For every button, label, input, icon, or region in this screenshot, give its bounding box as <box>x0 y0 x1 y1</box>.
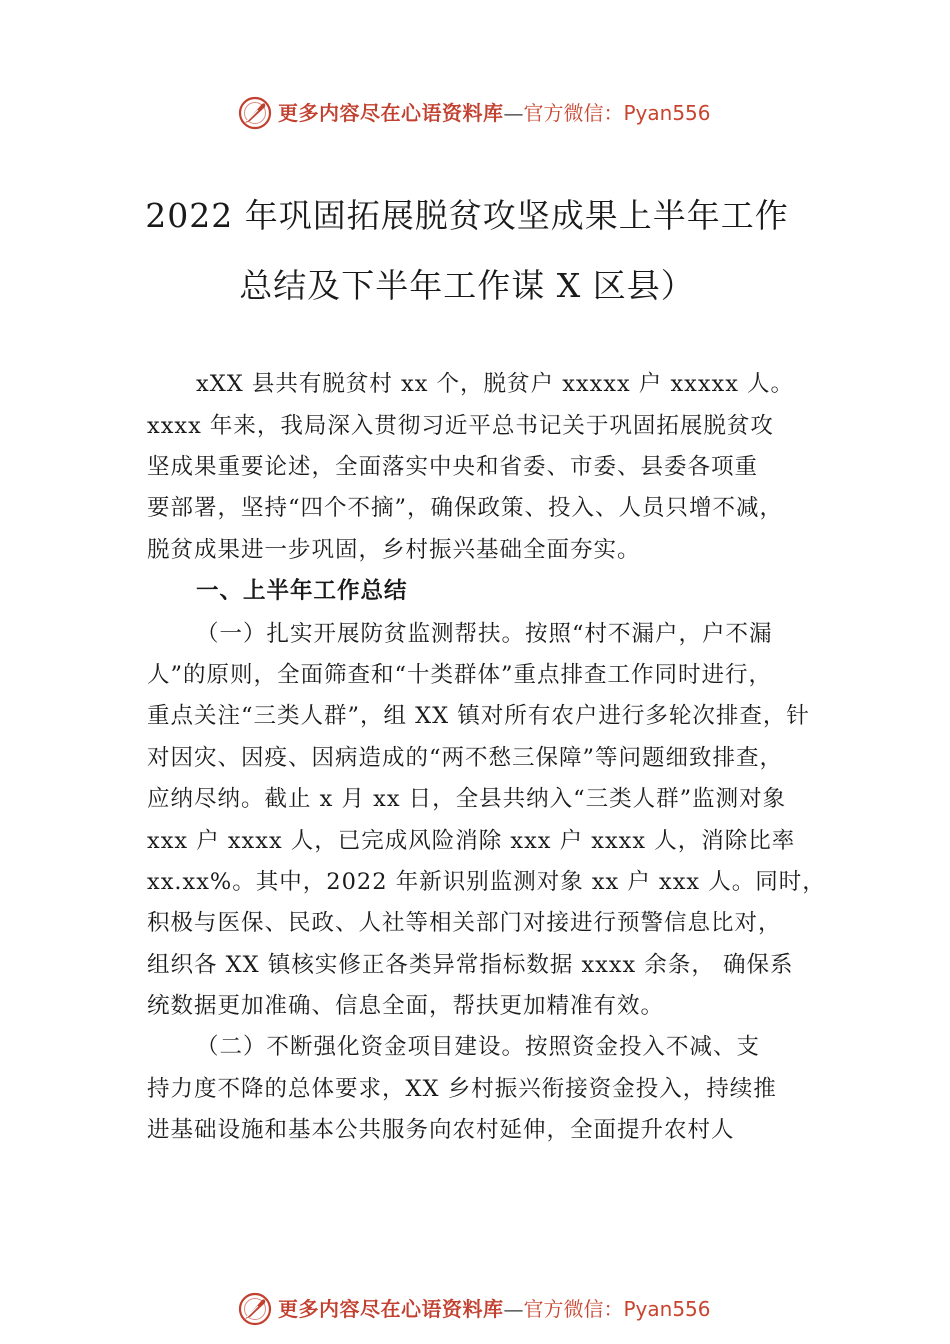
section-heading: 一、上半年工作总结 <box>196 578 408 604</box>
body-line: 组织各 XX 镇核实修正各类异常指标数据 xxxx 余条， 确保系 <box>147 952 794 978</box>
header-banner <box>0 94 950 134</box>
footer-banner <box>0 1290 950 1330</box>
body-line: 坚成果重要论述，全面落实中央和省委、市委、县委各项重 <box>147 454 759 480</box>
body-line: （二）不断强化资金项目建设。按照资金投入不减、支 <box>196 1034 761 1060</box>
document-title-line-1: 2022 年巩固拓展脱贫攻坚成果上半年工作 <box>145 196 789 235</box>
body-line: 应纳尽纳。截止 x 月 xx 日，全县共纳入“三类人群”监测对象 <box>147 786 787 812</box>
document-title-line-2: 总结及下半年工作谋 X 区县） <box>239 266 695 305</box>
body-line: 对因灾、因疫、因病造成的“两不愁三保障”等问题细致排查， <box>147 745 784 771</box>
banner-separator: — <box>503 101 524 125</box>
body-line: 持力度不降的总体要求，XX 乡村振兴衔接资金投入，持续推 <box>147 1076 777 1102</box>
banner-contact-text: 官方微信：Pyan556 <box>523 1297 711 1321</box>
body-line: 统数据更加准确、信息全面，帮扶更加精准有效。 <box>147 993 665 1019</box>
banner-text <box>278 101 711 125</box>
banner-brand-text: 更多内容尽在心语资料库 <box>278 1297 504 1321</box>
banner-text <box>278 1297 711 1321</box>
body-line: （一）扎实开展防贫监测帮扶。按照“村不漏户，户不漏 <box>196 621 773 647</box>
body-line: 脱贫成果进一步巩固，乡村振兴基础全面夯实。 <box>147 537 641 563</box>
body-line: xxxx 年来，我局深入贯彻习近平总书记关于巩固拓展脱贫攻 <box>147 413 774 439</box>
body-line: 重点关注“三类人群”，组 XX 镇对所有农户进行多轮次排查，针 <box>147 703 810 729</box>
body-line: 人”的原则，全面筛查和“十类群体”重点排查工作同时进行， <box>147 662 773 688</box>
banner-brand-text: 更多内容尽在心语资料库 <box>278 101 504 125</box>
quill-pen-logo-icon <box>238 96 272 130</box>
body-line: xx.xx%。其中，2022 年新识别监测对象 xx 户 xxx 人。同时， <box>147 869 826 895</box>
body-line: 进基础设施和基本公共服务向农村延伸，全面提升农村人 <box>147 1117 735 1143</box>
body-line: 积极与医保、民政、人社等相关部门对接进行预警信息比对， <box>147 910 782 936</box>
banner-contact-text: 官方微信：Pyan556 <box>523 101 711 125</box>
quill-pen-logo-icon <box>238 1292 272 1326</box>
banner-separator: — <box>503 1297 524 1321</box>
body-line: xxx 户 xxxx 人，已完成风险消除 xxx 户 xxxx 人，消除比率 <box>147 828 796 854</box>
body-line: 要部署，坚持“四个不摘”，确保政策、投入、人员只增不减， <box>147 495 784 521</box>
body-line: xXX 县共有脱贫村 xx 个，脱贫户 xxxxx 户 xxxxx 人。 <box>196 371 795 397</box>
